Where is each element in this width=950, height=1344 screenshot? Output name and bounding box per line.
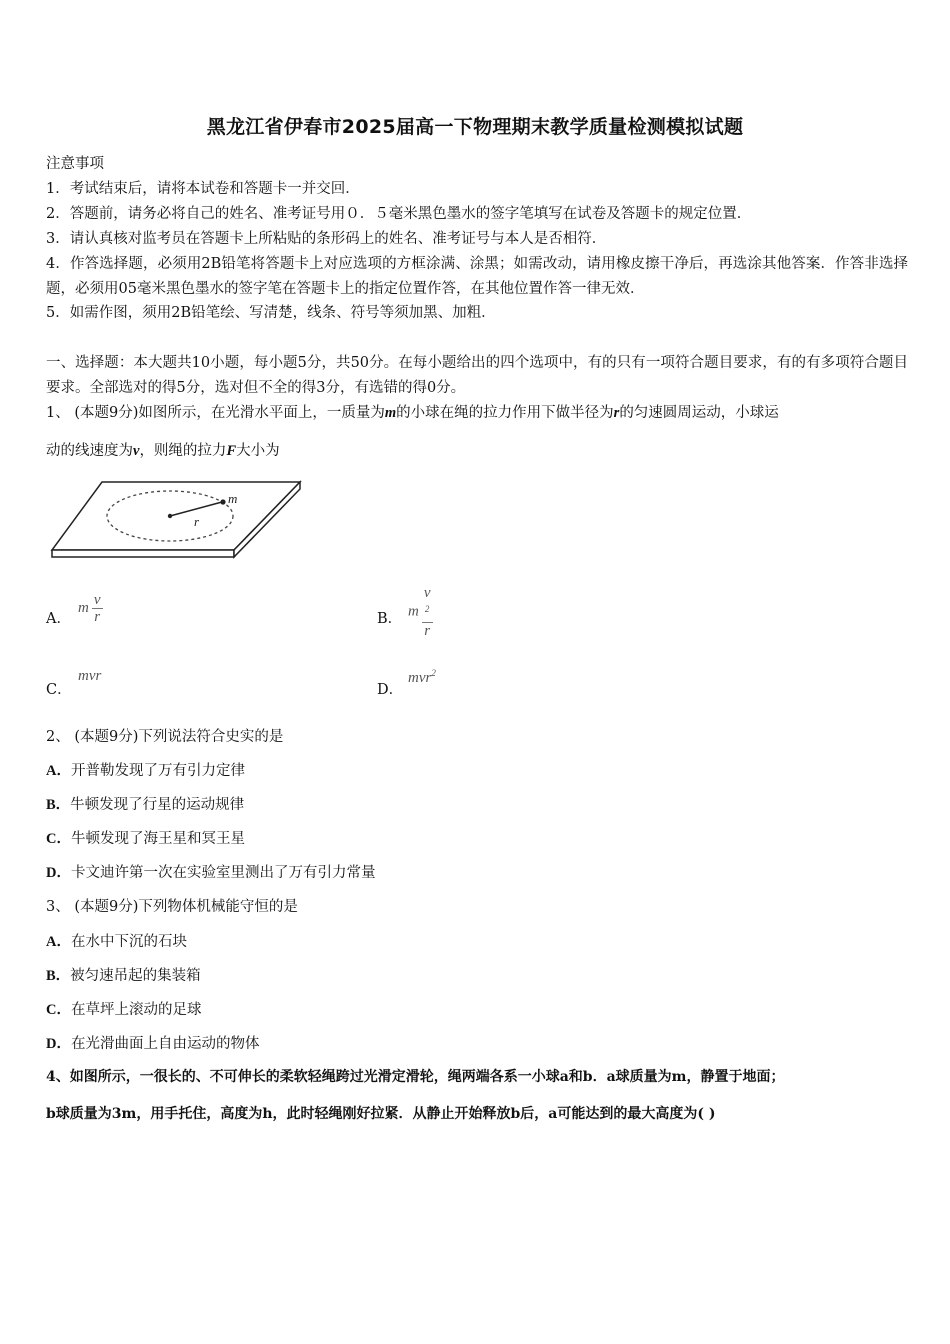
q1-option-a-letter: A． [46,611,71,627]
q2-option-b: B．牛顿发现了行星的运动规律 [46,797,245,813]
q3-option-c: C．在草坪上滚动的足球 [46,1002,202,1018]
q3-stem: 3、 (本题9分)下列物体机械能守恒的是 [46,899,298,915]
section-heading: 一、选择题：本大题共10小题，每小题5分，共50分。在每小题给出的四个选项中，有的只有一项符合题目要求，有的有多项符合题目要求。全部选对的得5分，选对但不全的得3分，有选错的得0分。 [46,355,908,396]
notice-item-3: 3．请认真核对监考员在答题卡上所粘贴的条形码上的姓名、准考证号与本人是否相符． [46,231,607,247]
q1-figure [48,476,308,564]
q1-option-d-letter: D． [377,682,404,698]
q1-stem-line1: 1、 (本题9分)如图所示，在光滑水平面上，一质量为m的小球在绳的拉力作用下做半径为r的匀速圆周运动，小球运 [46,405,779,421]
q4-stem-line1: 4、如图所示，一很长的、不可伸长的柔软轻绳跨过光滑定滑轮，绳两端各系一小球a和b．a球质量为m，静置于地面； [46,1069,785,1085]
q3-option-d: D．在光滑曲面上自由运动的物体 [46,1036,260,1052]
notice-item-5: 5．如需作图，须用2B铅笔绘、写清楚，线条、符号等须加黑、加粗． [46,305,496,321]
q1-stem-line2: 动的线速度为v，则绳的拉力F大小为 [46,443,280,459]
q4-stem-line2: b球质量为3m，用手托住，高度为h，此时轻绳刚好拉紧．从静止开始释放b后，a可能达到的最大高度为( ) [46,1106,716,1122]
notice-item-1: 1．考试结束后，请将本试卷和答题卡一并交回． [46,181,360,197]
notice-heading: 注意事项 [46,156,104,172]
q1-option-a-formula: m $\frac{v}{r}$ [78,592,101,625]
q2-option-a: A．开普勒发现了万有引力定律 [46,763,245,779]
notice-item-4: 4．作答选择题，必须用2B铅笔将答题卡上对应选项的方框涂满、涂黑；如需改动，请用橡皮擦干净后，再选涂其他答案．作答非选择题，必须用05毫米黑色墨水的签字笔在答题卡上的指定位置作答，在其他位置作答一律无效． [46,256,908,297]
q3-option-b: B．被匀速吊起的集装箱 [46,968,201,984]
q1-option-c-letter: C． [46,682,72,698]
label-r: r [194,514,200,529]
plane-front [52,550,234,557]
q1-option-b-formula: m v $^2$ r [408,585,431,639]
plane-top [52,482,300,550]
q1-option-c-formula: mvr [78,668,102,684]
q2-option-d: D．卡文迪许第一次在实验室里测出了万有引力常量 [46,865,376,881]
notice-item-2: 2．答题前，请务必将自己的姓名、准考证号用０．５毫米黑色墨水的签字笔填写在试卷及答题卡的规定位置． [46,206,752,222]
q1-option-b-letter: B． [377,611,403,627]
ball [220,499,225,504]
center-dot [168,514,172,518]
q1-option-d-formula: mvr$^2$ [408,668,436,686]
label-m: m [228,491,238,506]
page-title: 黑龙江省伊春市2025届高一下物理期末教学质量检测模拟试题 [206,116,744,138]
q2-stem: 2、 (本题9分)下列说法符合史实的是 [46,729,284,745]
q3-option-a: A．在水中下沉的石块 [46,934,187,950]
q2-option-c: C．牛顿发现了海王星和冥王星 [46,831,245,847]
